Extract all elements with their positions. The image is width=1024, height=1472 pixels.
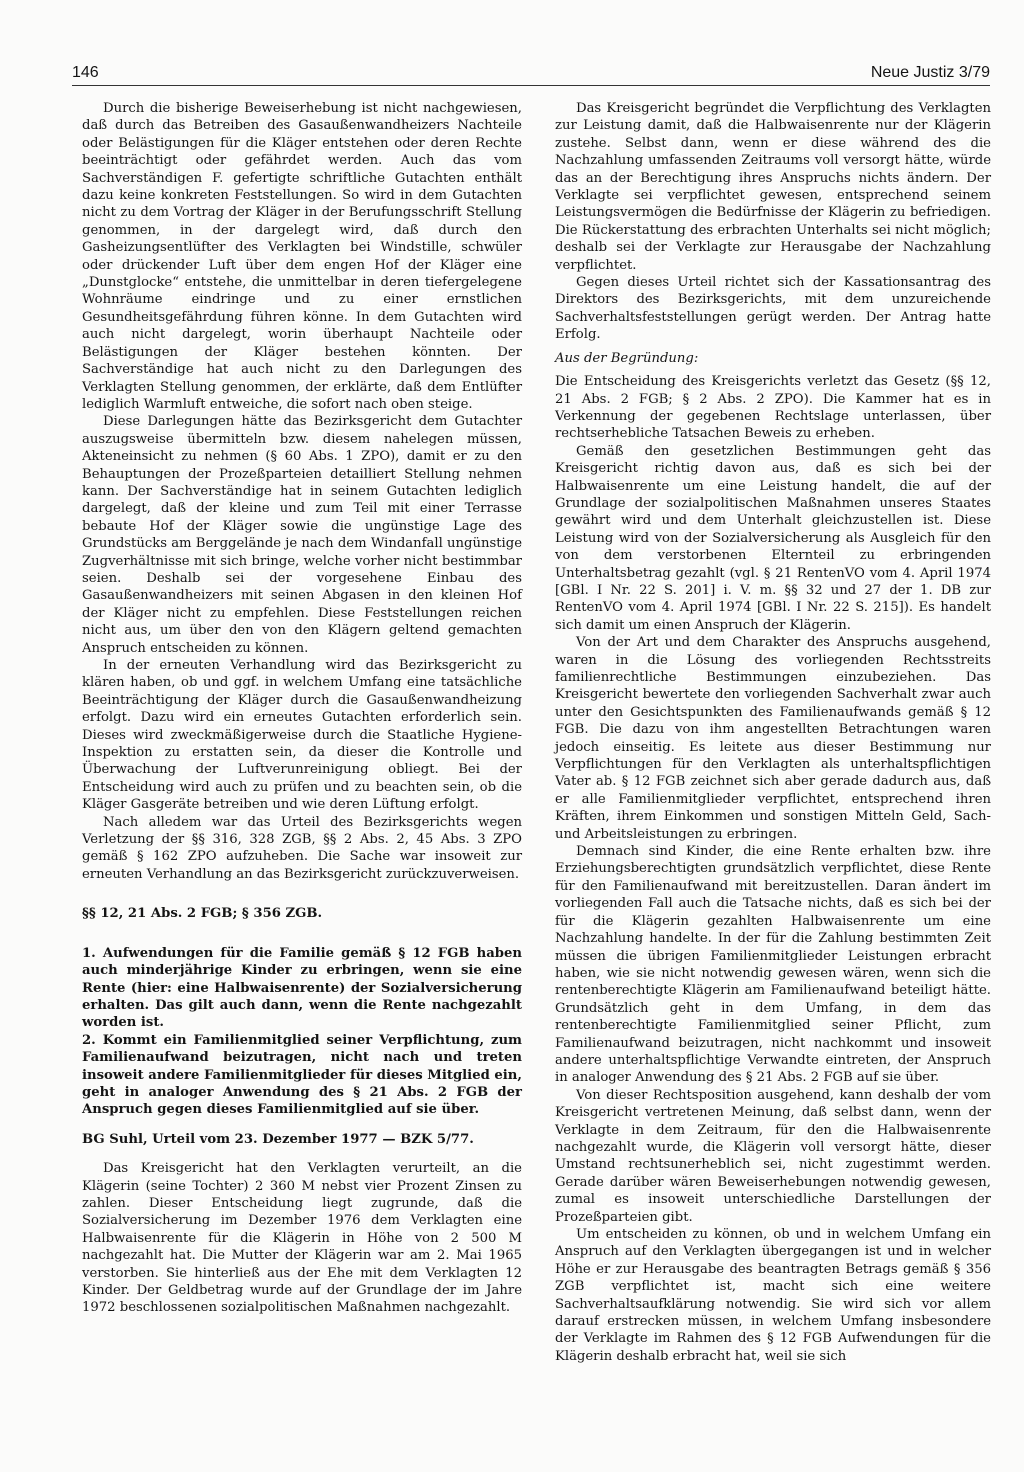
headnote-1: 1. Aufwendungen für die Familie gemäß § 12 FGB haben auch minderjährige Kinder zu erbringen, wenn sie eine Rente (hier: eine Halbwaisenrente) der Sozialversicherung erhalten. Das gilt auch dann, wenn die Rente nachgezahlt worden ist. (82, 945, 522, 1031)
court-reference: BG Suhl, Urteil vom 23. Dezember 1977 — BZK 5/77. (82, 1131, 474, 1147)
body-paragraph: Nach alledem war das Urteil des Bezirksgerichts wegen Verletzung der §§ 316, 328 ZGB, §§ 2 Abs. 2, 45 Abs. 3 ZPO gemäß § 162 ZPO aufzuheben. Die Sache war insoweit zur erneuten Verhandlung an das Bezirksgericht zurückzuverweisen. (82, 814, 522, 882)
body-paragraph: Um entscheiden zu können, ob und in welchem Umfang ein Anspruch auf den Verklagten übergegangen ist und in welcher Höhe er zur Herausgabe des beantragten Betrags gemäß § 356 ZGB verpflichtet ist, macht sich eine weitere Sachverhaltsaufklärung notwendig. Sie wird sich vor allem darauf erstrecken müssen, in welchem Umfang insbesondere der Verklagte im Rahmen des § 12 FGB Aufwendungen für die Klägerin deshalb erbracht hat, weil sie sich (555, 1227, 991, 1364)
headnote-2: 2. Kommt ein Familienmitglied seiner Verpflichtung, zum Familienaufwand beizutragen, nicht nach und treten insoweit andere Familienmitglieder für dieses Mitglied ein, geht in analoger Anwendung des § 21 Abs. 2 FGB der Anspruch gegen dieses Familienmitglied auf sie über. (82, 1032, 522, 1118)
body-paragraph: Die Entscheidung des Kreisgerichts verletzt das Gesetz (§§ 12, 21 Abs. 2 FGB; § 2 Abs. 2 ZPO). Die Kammer hat es in Verkennung der gegebenen Rechtslage unterlassen, über rechtserhebliche Tatsachen Beweis zu erheben. (555, 374, 991, 442)
body-paragraph: Von der Art und dem Charakter des Anspruchs ausgehend, waren in die Lösung des vorliegenden Rechtsstreits familienrechtliche Bestimmungen einzubeziehen. Das Kreisgericht bewertete den vorliegenden Sachverhalt zwar auch unter den Gesichtspunkten des Familienaufwands gemäß § 12 FGB. Die dazu von ihm angestellten Betrachtungen waren jedoch einseitig. Es leitete aus dieser Bestimmung nur Verpflichtungen für den Verklagten als unterhaltspflichtigen Vater ab. § 12 FGB zeichnet sich aber gerade dadurch aus, daß er alle Familienmitglieder verpflichtet, entsprechend ihren Kräften, ihrem Einkommen und sonstigen Mitteln Geld, Sach- und Arbeitsleistungen zu erbringen. (555, 635, 991, 842)
body-paragraph: Gemäß den gesetzlichen Bestimmungen geht das Kreisgericht richtig davon aus, daß es sich bei der Halbwaisenrente um eine Leistung handelt, die auf der Grundlage der sozialpolitischen Maßnahmen unseres Staates gewährt wird und dem Unterhalt gleichzustellen ist. Diese Leistung wird von der Sozialversicherung als Ausgleich für den von dem verstorbenen Elternteil zu erbringenden Unterhaltsbetrag gezahlt (vgl. § 21 RentenVO vom 4. April 1974 [GBl. I Nr. 22 S. 201] i. V. m. §§ 32 und 27 der 1. DB zur RentenVO vom 4. April 1974 [GBl. I Nr. 22 S. 215]). Es handelt sich damit um einen Anspruch der Klägerin. (555, 443, 991, 633)
body-paragraph: In der erneuten Verhandlung wird das Bezirksgericht zu klären haben, ob und ggf. in welchem Umfang eine tatsächliche Beeinträchtigung der Kläger durch die Gasaußenwandheizung erfolgt. Dazu wird ein erneutes Gutachten erforderlich sein. Dieses wird zweckmäßigerweise durch die Staatliche Hygiene-Inspektion zu erstatten sein, da dieser die Kontrolle und Überwachung der Luftverunreinigung obliegt. Bei der Entscheidung wird auch zu prüfen und zu beachten sein, ob die Kläger Gasgeräte betreiben und wie deren Lüftung erfolgt. (82, 658, 522, 813)
body-paragraph: Gegen dieses Urteil richtet sich der Kassationsantrag des Direktors des Bezirksgerichts, mit dem unzureichende Sachverhaltsfeststellungen gerügt werden. Der Antrag hatte Erfolg. (555, 275, 991, 343)
page-number: 146 (72, 64, 99, 81)
page-header (72, 64, 990, 86)
body-paragraph: Durch die bisherige Beweiserhebung ist nicht nachgewiesen, daß durch das Betreiben des Gasaußenwandheizers Nachteile oder Belästigungen für die Kläger entstehen oder deren Rechte beeinträchtigt oder gefährdet werden. Auch das vom Sachverständigen F. gefertigte schriftliche Gutachten enthält dazu keine konkreten Feststellungen. So wird in dem Gutachten nicht zu dem Vortrag der Kläger in der Berufungsschrift Stellung genommen, in der dargelegt wird, daß durch den Gasheizungsentlüfter des Verklagten bei Windstille, schwüler oder drückender Luft über dem engen Hof der Kläger eine „Dunstglocke“ entstehe, die unmittelbar in deren tiefergelegene Wohnräume eindringe und zu einer ernstlichen Gesundheitsgefährdung führen könne. In dem Gutachten wird auch nicht dargelegt, worin überhaupt Nachteile oder Belästigungen der Kläger bestehen könnten. Der Sachverständige hat auch nicht zu den Darlegungen des Verklagten Stellung genommen, der erklärte, daß dem Entlüfter lediglich Warmluft entweiche, die sofort nach oben steige. (82, 101, 522, 412)
journal-issue: Neue Justiz 3/79 (870, 64, 990, 81)
body-paragraph: Von dieser Rechtsposition ausgehend, kann deshalb der vom Kreisgericht vertretenen Meinung, daß selbst dann, wenn der Verklagte in dem Zeitraum, für den die Halbwaisenrente nachgezahlt wurde, die Klägerin voll versorgt hätte, dieser Umstand rechtsunerheblich sei, nicht zugestimmt werden. Gerade darüber wären Beweiserhebungen notwendig gewesen, zumal es insoweit unterschiedliche Darstellungen der Prozeßparteien gibt. (555, 1087, 991, 1225)
body-paragraph: Demnach sind Kinder, die eine Rente erhalten bzw. ihre Erziehungsberechtigten grundsätzlich verpflichtet, diese Rente für den Familienaufwand mit bereitzustellen. Daran ändert im vorliegenden Fall auch die Tatsache nichts, daß es sich bei der für die Klägerin gezahlten Halbwaisenrente um eine Nachzahlung handelte. In der für die Zahlung bestimmten Zeit müssen die übrigen Familienmitglieder Leistungen erbracht haben, wie sie nicht notwendig gewesen wären, wenn sich die rentenberechtigte Klägerin am Familienaufwand beteiligt hätte. Grundsätzlich geht in dem Umfang, in dem das rentenberechtigte Familienmitglied seiner Pflicht, zum Familienaufwand beizutragen, nicht nachkommt und insoweit andere unterhaltspflichtige Verwandte eintreten, der Anspruch in analoger Anwendung des § 21 Abs. 2 FGB auf sie über. (555, 844, 991, 1086)
section-heading: Aus der Begründung: (555, 350, 699, 366)
statute-reference: §§ 12, 21 Abs. 2 FGB; § 356 ZGB. (82, 906, 323, 922)
body-paragraph: Das Kreisgericht begründet die Verpflichtung des Verklagten zur Leistung damit, daß die Halbwaisenrente nur der Klägerin zustehe. Selbst dann, wenn er diese während des die Nachzahlung umfassenden Zeitraums voll versorgt hätte, würde das an der Berechtigung ihres Anspruchs nichts ändern. Der Verklagte sei verpflichtet gewesen, entsprechend seinem Leistungsvermögen die Bedürfnisse der Klägerin zu befriedigen. Die Rückerstattung des erbrachten Unterhalts sei nicht möglich; deshalb sei der Verklagte zur Herausgabe der Nachzahlung verpflichtet. (555, 101, 991, 273)
left-column (82, 100, 522, 1317)
right-column (555, 100, 991, 1365)
header-rule (72, 85, 990, 86)
body-paragraph: Diese Darlegungen hätte das Bezirksgericht dem Gutachter auszugsweise übermitteln bzw. diesem nahelegen müssen, Akteneinsicht zu nehmen (§ 60 Abs. 1 ZPO), damit er zu den Behauptungen der Prozeßparteien detailliert Stellung nehmen kann. Der Sachverständige hat in seinem Gutachten lediglich dargelegt, daß der kleine und zum Teil mit einer Terrasse bebaute Hof der Kläger sowie die ungünstige Lage des Grundstücks am Berggelände je nach dem Windanfall ungünstige Zugverhältnisse mit sich bringe, welche vorher nicht bestimmbar seien. Deshalb sei der vorgesehene Einbau des Gasaußenwandheizers mit seinen Abgasen in den kleinen Hof der Kläger nicht zu empfehlen. Diese Feststellungen reichen nicht aus, um über den von den Klägern geltend gemachten Anspruch entscheiden zu können. (82, 414, 522, 656)
body-paragraph: Das Kreisgericht hat den Verklagten verurteilt, an die Klägerin (seine Tochter) 2 360 M nebst vier Prozent Zinsen zu zahlen. Dieser Entscheidung liegt zugrunde, daß die Sozialversicherung im Dezember 1976 dem Verklagten eine Halbwaisenrente für die Klägerin in Höhe von 2 500 M nachgezahlt hat. Die Mutter der Klägerin war am 2. Mai 1965 verstorben. Sie hinterließ aus der Ehe mit dem Verklagten 12 Kinder. Der Geldbetrag wurde auf der Grundlage der im Jahre 1972 beschlossenen sozialpolitischen Maßnahmen nachgezahlt. (82, 1161, 522, 1316)
